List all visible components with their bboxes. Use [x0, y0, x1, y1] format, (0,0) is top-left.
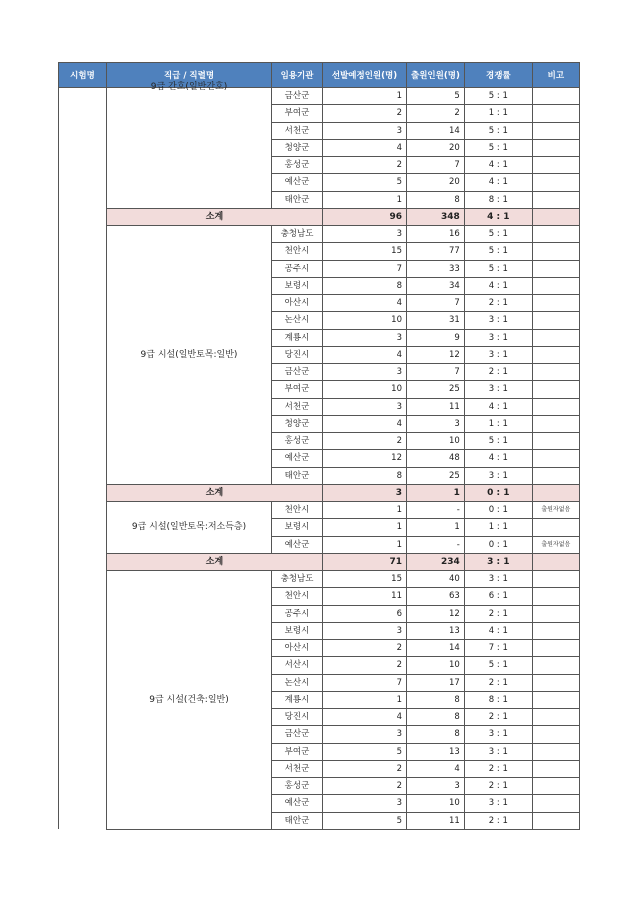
planned-cell: 1 — [323, 191, 407, 208]
agency-cell: 보령시 — [272, 622, 323, 639]
note-cell — [532, 277, 579, 294]
planned-cell: 1 — [323, 691, 407, 708]
ratio-cell: 3 : 1 — [464, 381, 532, 398]
agency-cell: 천안시 — [272, 502, 323, 519]
planned-cell: 12 — [323, 450, 407, 467]
planned-cell: 2 — [323, 157, 407, 174]
position-cell — [107, 226, 272, 485]
subtotal-ratio: 0 : 1 — [464, 484, 532, 501]
position-cell — [107, 82, 272, 209]
subtotal-applicants: 348 — [407, 208, 465, 225]
exam-name-cell — [59, 88, 107, 830]
applicants-cell: 12 — [407, 605, 465, 622]
ratio-cell: 2 : 1 — [464, 295, 532, 312]
planned-cell: 15 — [323, 571, 407, 588]
note-cell — [532, 312, 579, 329]
planned-cell: 6 — [323, 605, 407, 622]
subtotal-label: 소계 — [107, 208, 323, 225]
applicants-cell: 40 — [407, 571, 465, 588]
applicants-cell: 10 — [407, 657, 465, 674]
planned-cell: 1 — [323, 519, 407, 536]
agency-cell: 공주시 — [272, 260, 323, 277]
agency-cell: 논산시 — [272, 674, 323, 691]
planned-cell: 2 — [323, 760, 407, 777]
subtotal-note — [532, 208, 579, 225]
agency-cell: 예산군 — [272, 536, 323, 553]
agency-cell: 부여군 — [272, 743, 323, 760]
applicants-cell: 4 — [407, 760, 465, 777]
ratio-cell: 2 : 1 — [464, 812, 532, 829]
ratio-cell: 5 : 1 — [464, 433, 532, 450]
applicants-cell: 34 — [407, 277, 465, 294]
table-row — [59, 502, 580, 519]
note-cell — [532, 467, 579, 484]
planned-cell: 11 — [323, 588, 407, 605]
applicants-cell: 63 — [407, 588, 465, 605]
ratio-cell: 4 : 1 — [464, 398, 532, 415]
agency-cell: 아산시 — [272, 295, 323, 312]
subtotal-row — [59, 553, 580, 570]
header-planned: 선발예정인원(명) — [323, 63, 407, 88]
applicants-cell: 17 — [407, 674, 465, 691]
applicants-cell: 16 — [407, 226, 465, 243]
planned-cell: 4 — [323, 709, 407, 726]
position-cell — [107, 571, 272, 830]
planned-cell: 3 — [323, 364, 407, 381]
ratio-cell: 1 : 1 — [464, 105, 532, 122]
agency-cell: 금산군 — [272, 364, 323, 381]
note-cell — [532, 398, 579, 415]
applicants-cell: 8 — [407, 691, 465, 708]
planned-cell: 3 — [323, 226, 407, 243]
applicants-cell: 7 — [407, 295, 465, 312]
note-cell — [532, 139, 579, 156]
applicants-cell: 25 — [407, 467, 465, 484]
planned-cell: 10 — [323, 381, 407, 398]
agency-cell: 충청남도 — [272, 226, 323, 243]
applicants-cell: 7 — [407, 157, 465, 174]
note-cell — [532, 795, 579, 812]
ratio-cell: 5 : 1 — [464, 260, 532, 277]
applicants-cell: 9 — [407, 329, 465, 346]
table-row — [59, 226, 580, 243]
table-row — [59, 88, 580, 105]
note-cell — [532, 157, 579, 174]
ratio-cell: 4 : 1 — [464, 277, 532, 294]
subtotal-note — [532, 484, 579, 501]
applicants-cell: 8 — [407, 191, 465, 208]
ratio-cell: 5 : 1 — [464, 122, 532, 139]
agency-cell: 서천군 — [272, 398, 323, 415]
note-cell — [532, 674, 579, 691]
ratio-cell: 4 : 1 — [464, 622, 532, 639]
planned-cell: 4 — [323, 346, 407, 363]
note-cell — [532, 381, 579, 398]
applicants-cell: 14 — [407, 640, 465, 657]
ratio-cell: 2 : 1 — [464, 709, 532, 726]
ratio-cell: 2 : 1 — [464, 605, 532, 622]
note-cell — [532, 260, 579, 277]
note-cell — [532, 346, 579, 363]
agency-cell: 예산군 — [272, 450, 323, 467]
ratio-cell: 2 : 1 — [464, 674, 532, 691]
note-cell — [532, 605, 579, 622]
agency-cell: 보령시 — [272, 519, 323, 536]
applicants-cell: 7 — [407, 364, 465, 381]
subtotal-applicants: 234 — [407, 553, 465, 570]
note-cell — [532, 640, 579, 657]
planned-cell: 2 — [323, 640, 407, 657]
ratio-cell: 3 : 1 — [464, 571, 532, 588]
agency-cell: 금산군 — [272, 88, 323, 105]
subtotal-applicants: 1 — [407, 484, 465, 501]
agency-cell: 계룡시 — [272, 329, 323, 346]
ratio-cell: 3 : 1 — [464, 795, 532, 812]
note-cell — [532, 812, 579, 829]
applicants-cell: 13 — [407, 743, 465, 760]
agency-cell: 홍성군 — [272, 157, 323, 174]
subtotal-label: 소계 — [107, 484, 323, 501]
note-cell — [532, 88, 579, 105]
note-cell — [532, 450, 579, 467]
note-cell — [532, 415, 579, 432]
applicants-cell: 11 — [407, 398, 465, 415]
note-cell — [532, 622, 579, 639]
header-note: 비고 — [532, 63, 579, 88]
agency-cell: 부여군 — [272, 381, 323, 398]
agency-cell: 당진시 — [272, 709, 323, 726]
note-cell — [532, 743, 579, 760]
ratio-cell: 8 : 1 — [464, 191, 532, 208]
header-position: 직급 / 직렬명 — [107, 63, 272, 88]
note-cell — [532, 709, 579, 726]
agency-cell: 천안시 — [272, 588, 323, 605]
subtotal-ratio: 4 : 1 — [464, 208, 532, 225]
header-applicants: 출원인원(명) — [407, 63, 465, 88]
planned-cell: 5 — [323, 743, 407, 760]
planned-cell: 1 — [323, 88, 407, 105]
applicants-cell: 77 — [407, 243, 465, 260]
note-cell — [532, 364, 579, 381]
note-cell — [532, 243, 579, 260]
note-cell: 출원자없음 — [532, 502, 579, 519]
ratio-cell: 4 : 1 — [464, 174, 532, 191]
ratio-cell: 0 : 1 — [464, 536, 532, 553]
planned-cell: 7 — [323, 674, 407, 691]
agency-cell: 당진시 — [272, 346, 323, 363]
agency-cell: 서천군 — [272, 122, 323, 139]
ratio-cell: 5 : 1 — [464, 657, 532, 674]
ratio-cell: 3 : 1 — [464, 467, 532, 484]
note-cell — [532, 760, 579, 777]
agency-cell: 부여군 — [272, 105, 323, 122]
ratio-cell: 7 : 1 — [464, 640, 532, 657]
note-cell — [532, 726, 579, 743]
subtotal-row — [59, 484, 580, 501]
ratio-cell: 3 : 1 — [464, 726, 532, 743]
applicants-cell: 5 — [407, 88, 465, 105]
position-name: 9급 시설(건축:일반) — [149, 694, 229, 705]
planned-cell: 2 — [323, 105, 407, 122]
note-cell — [532, 691, 579, 708]
planned-cell: 5 — [323, 174, 407, 191]
applicants-cell: 8 — [407, 709, 465, 726]
ratio-cell: 6 : 1 — [464, 588, 532, 605]
position-name: 9급 간호(일반간호) — [150, 82, 228, 92]
note-cell — [532, 295, 579, 312]
applicants-cell: 48 — [407, 450, 465, 467]
position-cell — [107, 502, 272, 554]
planned-cell: 3 — [323, 726, 407, 743]
planned-cell: 5 — [323, 812, 407, 829]
subtotal-planned: 3 — [323, 484, 407, 501]
note-cell — [532, 571, 579, 588]
applicants-cell: 11 — [407, 812, 465, 829]
agency-cell: 서산시 — [272, 657, 323, 674]
agency-cell: 서천군 — [272, 760, 323, 777]
planned-cell: 2 — [323, 433, 407, 450]
ratio-cell: 3 : 1 — [464, 346, 532, 363]
agency-cell: 공주시 — [272, 605, 323, 622]
planned-cell: 3 — [323, 122, 407, 139]
applicants-cell: 31 — [407, 312, 465, 329]
note-cell — [532, 519, 579, 536]
note-cell: 출원자없음 — [532, 536, 579, 553]
agency-cell: 태안군 — [272, 812, 323, 829]
agency-cell: 계룡시 — [272, 691, 323, 708]
agency-cell: 태안군 — [272, 191, 323, 208]
recruitment-table — [58, 62, 580, 830]
subtotal-planned: 96 — [323, 208, 407, 225]
applicants-cell: 20 — [407, 139, 465, 156]
planned-cell: 2 — [323, 657, 407, 674]
ratio-cell: 3 : 1 — [464, 312, 532, 329]
subtotal-ratio: 3 : 1 — [464, 553, 532, 570]
ratio-cell: 2 : 1 — [464, 364, 532, 381]
planned-cell: 4 — [323, 415, 407, 432]
agency-cell: 청양군 — [272, 139, 323, 156]
applicants-cell: 12 — [407, 346, 465, 363]
position-name: 9급 시설(일반토목:저소득층) — [131, 522, 247, 533]
note-cell — [532, 122, 579, 139]
agency-cell: 예산군 — [272, 174, 323, 191]
agency-cell: 충청남도 — [272, 571, 323, 588]
note-cell — [532, 191, 579, 208]
planned-cell: 2 — [323, 778, 407, 795]
applicants-cell: 20 — [407, 174, 465, 191]
note-cell — [532, 433, 579, 450]
agency-cell: 천안시 — [272, 243, 323, 260]
subtotal-note — [532, 553, 579, 570]
planned-cell: 3 — [323, 622, 407, 639]
table-row — [59, 571, 580, 588]
ratio-cell: 3 : 1 — [464, 743, 532, 760]
position-name: 9급 시설(일반토목:일반) — [140, 349, 238, 360]
planned-cell: 15 — [323, 243, 407, 260]
planned-cell: 8 — [323, 277, 407, 294]
applicants-cell: - — [407, 502, 465, 519]
planned-cell: 3 — [323, 329, 407, 346]
subtotal-label: 소계 — [107, 553, 323, 570]
applicants-cell: 3 — [407, 415, 465, 432]
applicants-cell: 10 — [407, 795, 465, 812]
applicants-cell: 3 — [407, 778, 465, 795]
applicants-cell: 8 — [407, 726, 465, 743]
planned-cell: 10 — [323, 312, 407, 329]
note-cell — [532, 657, 579, 674]
agency-cell: 홍성군 — [272, 433, 323, 450]
ratio-cell: 5 : 1 — [464, 139, 532, 156]
ratio-cell: 5 : 1 — [464, 243, 532, 260]
subtotal-planned: 71 — [323, 553, 407, 570]
ratio-cell: 5 : 1 — [464, 226, 532, 243]
note-cell — [532, 778, 579, 795]
applicants-cell: 13 — [407, 622, 465, 639]
agency-cell: 태안군 — [272, 467, 323, 484]
applicants-cell: 1 — [407, 519, 465, 536]
note-cell — [532, 226, 579, 243]
ratio-cell: 5 : 1 — [464, 88, 532, 105]
header-agency: 임용기관 — [272, 63, 323, 88]
ratio-cell: 2 : 1 — [464, 760, 532, 777]
planned-cell: 7 — [323, 260, 407, 277]
ratio-cell: 2 : 1 — [464, 778, 532, 795]
ratio-cell: 8 : 1 — [464, 691, 532, 708]
agency-cell: 홍성군 — [272, 778, 323, 795]
ratio-cell: 3 : 1 — [464, 329, 532, 346]
agency-cell: 금산군 — [272, 726, 323, 743]
note-cell — [532, 329, 579, 346]
applicants-cell: 14 — [407, 122, 465, 139]
ratio-cell: 4 : 1 — [464, 157, 532, 174]
agency-cell: 예산군 — [272, 795, 323, 812]
agency-cell: 청양군 — [272, 415, 323, 432]
applicants-cell: 33 — [407, 260, 465, 277]
applicants-cell: 10 — [407, 433, 465, 450]
ratio-cell: 4 : 1 — [464, 450, 532, 467]
header-exam: 시험명 — [59, 63, 107, 88]
applicants-cell: - — [407, 536, 465, 553]
agency-cell: 논산시 — [272, 312, 323, 329]
applicants-cell: 25 — [407, 381, 465, 398]
planned-cell: 8 — [323, 467, 407, 484]
ratio-cell: 0 : 1 — [464, 502, 532, 519]
planned-cell: 4 — [323, 295, 407, 312]
note-cell — [532, 588, 579, 605]
agency-cell: 보령시 — [272, 277, 323, 294]
planned-cell: 4 — [323, 139, 407, 156]
note-cell — [532, 174, 579, 191]
planned-cell: 3 — [323, 398, 407, 415]
subtotal-row — [59, 208, 580, 225]
applicants-cell: 2 — [407, 105, 465, 122]
ratio-cell: 1 : 1 — [464, 519, 532, 536]
note-cell — [532, 105, 579, 122]
header-ratio: 경쟁률 — [464, 63, 532, 88]
planned-cell: 3 — [323, 795, 407, 812]
ratio-cell: 1 : 1 — [464, 415, 532, 432]
planned-cell: 1 — [323, 502, 407, 519]
planned-cell: 1 — [323, 536, 407, 553]
agency-cell: 아산시 — [272, 640, 323, 657]
